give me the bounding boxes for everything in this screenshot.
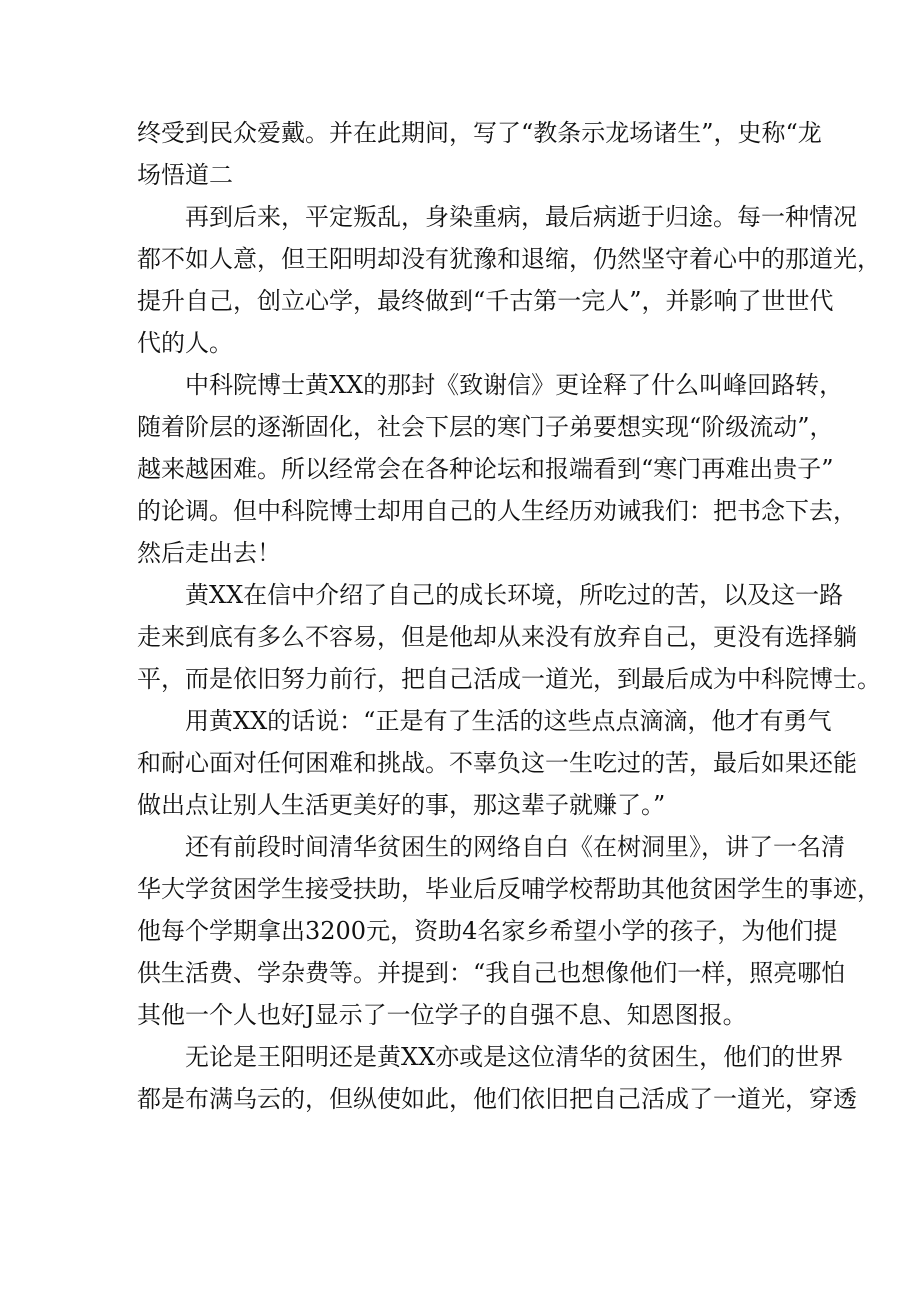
text-line: 和耐心面对任何困难和挑战。不辜负这一生吃过的苦，最后如果还能 <box>137 749 857 777</box>
text-line: 都是布满乌云的，但纵使如此，他们依旧把自己活成了一道光，穿透 <box>137 1085 857 1113</box>
text-line: 平，而是依旧努力前行，把自己活成一道光，到最后成为中科院博士。 <box>137 665 881 693</box>
text-line: 然后走出去！ <box>137 539 281 567</box>
text-line: 提升自己，创立心学，最终做到“千古第一完人”，并影响了世世代 <box>137 287 834 315</box>
text-line: 他每个学期拿出3200元，资助4名家乡希望小学的孩子，为他们提 <box>137 917 838 945</box>
text-line: 终受到民众爱戴。并在此期间，写了“教条示龙场诸生”，史称“龙 <box>137 119 822 147</box>
text-line: 随着阶层的逐渐固化，社会下层的寒门子弟要想实现“阶级流动”， <box>137 413 834 441</box>
text-line: 华大学贫困学生接受扶助，毕业后反哺学校帮助其他贫困学生的事迹， <box>137 875 881 903</box>
text-line: 用黄XX的话说：“正是有了生活的这些点点滴滴，他才有勇气 <box>185 707 832 735</box>
paragraph <box>137 700 857 826</box>
paragraph <box>137 196 881 364</box>
paragraph <box>137 112 822 196</box>
text-line: 黄XX在信中介绍了自己的成长环境，所吃过的苦，以及这一路 <box>185 581 844 609</box>
document-body <box>137 112 881 1120</box>
text-line: 走来到底有多么不容易，但是他却从来没有放弃自己，更没有选择躺 <box>137 623 857 651</box>
paragraph <box>137 364 857 574</box>
text-line: 还有前段时间清华贫困生的网络自白《在树洞里》，讲了一名清 <box>185 833 845 861</box>
text-line: 供生活费、学杂费等。并提到：“我自己也想像他们一样，照亮哪怕 <box>137 959 846 987</box>
text-line: 中科院博士黄XX的那封《致谢信》更诠释了什么叫峰回路转， <box>185 371 844 399</box>
paragraph <box>137 1036 857 1120</box>
text-line: 再到后来，平定叛乱，身染重病，最后病逝于归途。每一种情况 <box>185 203 857 231</box>
text-line: 越来越困难。所以经常会在各种论坛和报端看到“寒门再难出贵子” <box>137 455 834 483</box>
paragraph <box>137 574 881 700</box>
text-line: 都不如人意，但王阳明却没有犹豫和退缩，仍然坚守着心中的那道光， <box>137 245 881 273</box>
text-line: 代的人。 <box>137 329 233 357</box>
text-line: 的论调。但中科院博士却用自己的人生经历劝诫我们：把书念下去， <box>137 497 857 525</box>
text-line: 无论是王阳明还是黄XX亦或是这位清华的贫困生，他们的世界 <box>185 1043 844 1071</box>
text-line: 场悟道二 <box>137 161 233 189</box>
paragraph <box>137 826 881 1036</box>
text-line: 做出点让别人生活更美好的事，那这辈子就赚了。” <box>137 791 666 819</box>
text-line: 其他一个人也好J显示了一位学子的自强不息、知恩图报。 <box>137 1001 747 1029</box>
